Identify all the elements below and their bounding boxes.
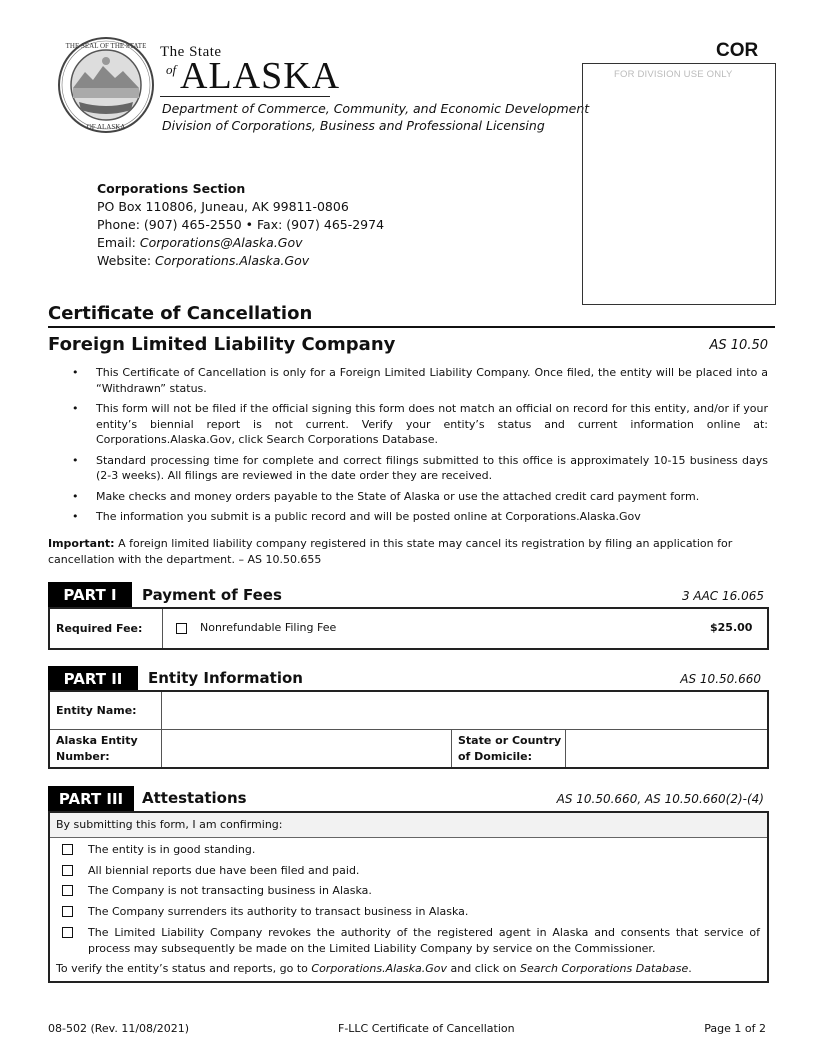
part1-statute: 3 AAC 16.065 — [681, 589, 764, 603]
part2-row-divider — [50, 729, 767, 730]
title-rule — [48, 326, 775, 328]
domicile-label-line: State or Country — [458, 734, 562, 747]
website-line — [97, 252, 384, 270]
form-title: Certificate of Cancellation — [48, 303, 313, 324]
phone-fax-line: Phone: (907) 465-2550 • Fax: (907) 465-2974 — [97, 217, 385, 232]
part2-statute: AS 10.50.660 — [680, 672, 761, 686]
form-subtitle: Foreign Limited Liability Company — [48, 334, 396, 355]
state-name-text: ALASKA — [180, 55, 341, 97]
form-code: COR — [716, 40, 759, 61]
state-the-text: The State — [160, 44, 222, 60]
instruction-item: • Standard processing time for complete and correct filings submitted to this office is approximately 10-15 business days (2-3 weeks). All filings are reviewed in the date order they are received. — [72, 453, 768, 484]
entity-number-label — [56, 733, 138, 765]
part2-col-divider — [161, 692, 162, 767]
address-line: PO Box 110806, Juneau, AK 99811-0806 — [97, 199, 349, 214]
part1-divider — [162, 609, 163, 648]
division-use-label: FOR DIVISION USE ONLY — [614, 69, 733, 80]
important-note — [48, 536, 770, 568]
email-link[interactable]: Corporations@Alaska.Gov — [139, 235, 303, 250]
email-line — [97, 234, 384, 252]
entity-number-field[interactable] — [163, 731, 450, 767]
entity-name-label: Entity Name: — [56, 704, 137, 717]
verify-website-link[interactable]: Corporations.Alaska.Gov — [311, 962, 448, 975]
attestation-checkbox[interactable] — [62, 885, 73, 896]
footer-page-number: Page 1 of 2 — [704, 1022, 766, 1035]
instruction-item: • This Certificate of Cancellation is only for a Foreign Limited Liability Company. Once filed, the entity will be placed into a “Withdrawn” status. — [72, 365, 768, 396]
part3-intro: By submitting this form, I am confirming: — [56, 818, 283, 831]
attestation-checkbox[interactable] — [62, 844, 73, 855]
verify-note — [56, 962, 692, 975]
svg-text:THE SEAL OF THE STATE: THE SEAL OF THE STATE — [65, 42, 147, 50]
department-block — [162, 100, 589, 134]
attestation-checkbox[interactable] — [62, 927, 73, 938]
instruction-item: • The information you submit is a public record and will be posted online at Corporations.Alaska.Gov — [72, 509, 768, 525]
instructions-list — [72, 365, 768, 530]
part1-title: Payment of Fees — [142, 586, 282, 604]
attestation-text: The entity is in good standing. — [88, 843, 256, 856]
filing-fee-checkbox[interactable] — [176, 623, 187, 634]
filing-fee-item: Nonrefundable Filing Fee — [200, 621, 337, 634]
required-fee-label: Required Fee: — [56, 622, 143, 635]
attestation-row — [62, 904, 762, 920]
entity-name-field[interactable] — [163, 692, 767, 729]
part2-label: PART II — [48, 666, 138, 692]
website-label: Website: — [97, 253, 156, 268]
attestation-row — [62, 863, 762, 879]
instruction-item: • Make checks and money orders payable to the State of Alaska or use the attached credit card payment form. — [72, 489, 768, 505]
important-text: A foreign limited liability company registered in this state may cancel its registration by filing an application for cancellation with the department. – AS 10.50.655 — [48, 537, 733, 566]
part2-title: Entity Information — [148, 669, 303, 687]
website-link[interactable]: Corporations.Alaska.Gov — [155, 253, 310, 268]
attestation-row — [62, 842, 762, 858]
entity-number-label-line: Number: — [56, 750, 110, 763]
attestation-text: All biennial reports due have been filed and paid. — [88, 864, 360, 877]
email-label: Email: — [97, 235, 140, 250]
verify-text: . — [688, 962, 692, 975]
state-of-text: of — [166, 62, 177, 77]
attestation-text: The Limited Liability Company revokes the authority of the registered agent in Alaska and consents that service of process may subsequently be made on the Limited Liability Company by service on the Commissioner. — [88, 926, 760, 955]
entity-number-label-line: Alaska Entity — [56, 734, 138, 747]
state-rule — [160, 96, 330, 97]
footer-form-number: 08-502 (Rev. 11/08/2021) — [48, 1022, 190, 1035]
form-statute: AS 10.50 — [709, 338, 768, 353]
part3-title: Attestations — [142, 789, 247, 807]
state-seal-logo — [57, 36, 155, 134]
svg-text:OF ALASKA: OF ALASKA — [86, 123, 126, 131]
part3-statute: AS 10.50.660, AS 10.50.660(2)-(4) — [556, 792, 764, 806]
domicile-field[interactable] — [567, 731, 767, 767]
part2-col-divider — [451, 730, 452, 767]
verify-search-link[interactable]: Search Corporations Database — [520, 962, 689, 975]
part1-label: PART I — [48, 582, 132, 608]
part3-label: PART III — [48, 786, 134, 812]
domicile-label — [458, 733, 561, 765]
domicile-label-line: of Domicile: — [458, 750, 533, 763]
part2-col-divider — [565, 730, 566, 767]
attestation-text: The Company is not transacting business in Alaska. — [88, 884, 372, 897]
attestation-checkbox[interactable] — [62, 906, 73, 917]
attestation-row — [62, 883, 762, 899]
verify-text: To verify the entity’s status and reports, go to — [56, 962, 312, 975]
filing-fee-amount: $25.00 — [710, 621, 753, 634]
footer-form-name: F-LLC Certificate of Cancellation — [338, 1022, 515, 1035]
instruction-item: • This form will not be filed if the official signing this form does not match an official on record for this entity, and/or if your entity’s biennial report is not current. Verify your entity’s status and current information online at: Corporations.Alaska.Gov, click Search Corporations Database. — [72, 401, 768, 448]
division-line: Division of Corporations, Business and Professional Licensing — [162, 118, 545, 133]
section-name: Corporations Section — [97, 181, 246, 196]
verify-text: and click on — [447, 962, 520, 975]
contact-block — [97, 180, 384, 270]
department-line: Department of Commerce, Community, and Economic Development — [162, 101, 590, 116]
attestation-checkbox[interactable] — [62, 865, 73, 876]
attestation-row — [62, 925, 762, 959]
part1-frame — [48, 607, 769, 650]
division-use-box — [582, 63, 776, 305]
important-label: Important: — [48, 537, 115, 550]
attestation-text: The Company surrenders its authority to transact business in Alaska. — [88, 905, 469, 918]
